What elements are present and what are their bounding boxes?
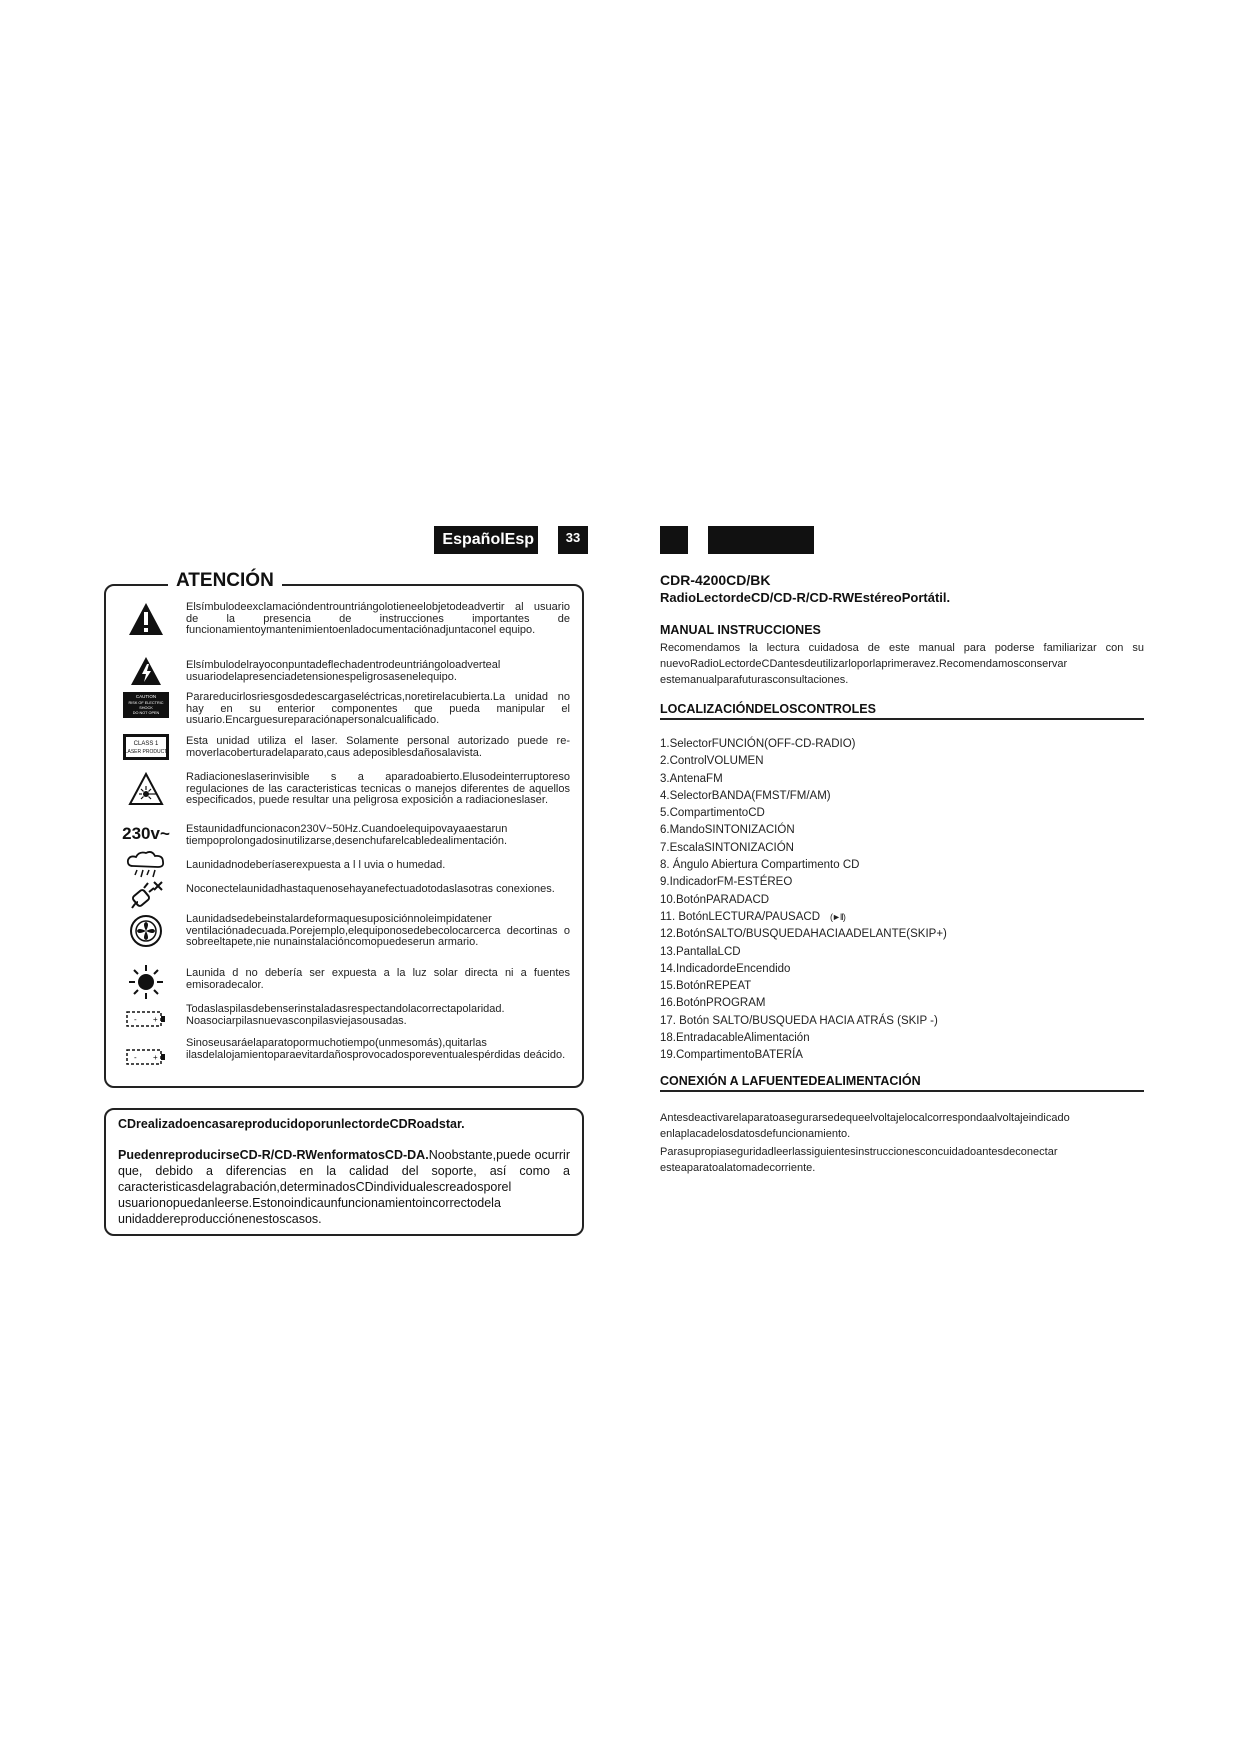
language-tab: EspañolEsp <box>434 526 538 554</box>
controls-list <box>660 736 947 1065</box>
warning-item <box>122 734 570 762</box>
header-block <box>660 526 688 554</box>
warning-text: Elsímbulodeexclamacióndentrountriángolotieneelobjetodeadvertir al usuario de la presencia de instrucciones importantes de funcionamientoymantenimientoenladocumentaciónadjuntaconel equipo. <box>186 601 570 636</box>
power-text-2: Parasupropiaseguridadleerlassiguientesinstruccionesconcuidadoantesdeconectar esteaparatoalatomadecorriente. <box>660 1146 1058 1174</box>
warning-item <box>122 914 570 960</box>
warning-item <box>122 1038 570 1078</box>
cd-info-heading: CDrealizadoencasareproducidoporunlectordeCDRoadstar. <box>118 1117 465 1131</box>
svg-text:DO NOT OPEN: DO NOT OPEN <box>132 711 160 715</box>
battery-icon <box>122 1048 170 1066</box>
warning-item <box>122 656 570 686</box>
power-heading: CONEXIÓN A LAFUENTEDEALIMENTACIÓN <box>660 1074 1144 1092</box>
list-item <box>660 909 947 926</box>
warning-item <box>122 880 570 912</box>
power-text-1: Antesdeactivarelaparatoasegurarsedequeelvoltajelocalcorrespondaalvoltajeindicado enlaplacadelosdatosdefuncionamiento. <box>660 1112 1070 1140</box>
warning-text: Esta unidad utiliza el laser. Solamente personal autorizado puede re-moverlacoberturadelaparato,caus adeposiblesdañosalavista. <box>186 735 570 759</box>
cd-info-body: Noobstante,puede ocurrir que, debido a diferencias en la calidad del soporte, así como a caracteristicasdelagrabación,determinadosCDindividualescreadosporel usuarionopuedanleerse.Estonoindicaunfuncionamientoincorrectodela unidaddereproducciónenestoscasos. <box>118 1148 570 1226</box>
controls-heading: LOCALIZACIÓNDELOSCONTROLES <box>660 702 1144 720</box>
list-item: 5.CompartimentoCD <box>660 807 765 820</box>
voltage-icon: 230v~ <box>122 824 170 843</box>
play-pause-icon: (►II) <box>830 911 845 922</box>
list-item: 1.SelectorFUNCIÓN(OFF-CD-RADIO) <box>660 738 856 750</box>
caution-label-icon <box>122 692 170 718</box>
page-number: 33 <box>558 526 588 554</box>
warning-text: Todaslaspilasdebenserinstaladasrespectandolacorrectapolaridad. Noasociarpilasnuevasconpilasviejasousadas. <box>186 1003 505 1027</box>
svg-text:+: + <box>153 1015 158 1024</box>
list-item: 19.CompartimentoBATERÍA <box>660 1049 803 1062</box>
warning-text: Launida d no debería ser expuesta a la luz solar directa ni a fuentes emisoradecalor. <box>186 967 570 991</box>
warning-text: Launidadnodeberíaserexpuesta a l l uvia o humedad. <box>186 859 446 871</box>
list-item: 16.BotónPROGRAM <box>660 997 766 1010</box>
list-item: 17. Botón SALTO/BUSQUEDA HACIA ATRÁS (SKIP -) <box>660 1014 938 1027</box>
list-item: 15.BotónREPEAT <box>660 980 752 993</box>
laser-radiation-icon <box>122 772 170 806</box>
svg-text:LASER PRODUCT: LASER PRODUCT <box>124 749 168 755</box>
manual-text: Recomendamos la lectura cuidadosa de este manual para poderse familiarizar con su nuevoRadioLectordeCDantesdeutilizarloporlaprimeravez.Recomendamosconservar estemanualparafuturasconsultaciones. <box>660 642 1144 686</box>
warning-text: Estaunidadfuncionacon230V~50Hz.Cuandoelequipovayaaestarun tiempoprolongadosinutilizarse,desenchufarelcabledealimentación. <box>186 823 508 847</box>
list-item: 9.IndicadorFM-ESTÉREO <box>660 876 793 889</box>
list-item: 8. Ángulo Abiertura Compartimento CD <box>660 859 860 872</box>
warning-text: Radiacioneslaserinvisible s a aparadoabierto.Elusodeinterruptoreso regulaciones de las caracteristicas tecnicas o manejos diferentes de aquellos especificados, puede resultar una peligrosa exposición a radiacioneslaser. <box>186 771 570 806</box>
svg-text:SHOCK: SHOCK <box>139 706 153 710</box>
warning-item <box>122 1004 570 1032</box>
list-item: 7.EscalaSINTONIZACIÓN <box>660 841 794 854</box>
list-item: 4.SelectorBANDA(FMST/FM/AM) <box>660 789 831 802</box>
list-item: 14.IndicadordeEncendido <box>660 962 791 975</box>
warning-text: Parareducirlosriesgosdedescargaseléctricas,noretirelacubierta.La unidad no hay en su enterior componentes que pueda manipular el usuario.Encarguesureparaciónapersonalcualificado. <box>186 691 570 726</box>
attention-title: ATENCIÓN <box>168 570 282 592</box>
battery-icon <box>122 1010 170 1028</box>
class1-laser-label-icon <box>122 734 170 760</box>
svg-text:CAUTION: CAUTION <box>135 694 157 699</box>
rain-cloud-icon <box>122 850 170 880</box>
list-item: 12.BotónSALTO/BUSQUEDAHACIAADELANTE(SKIP+) <box>660 928 947 941</box>
lightning-triangle-icon <box>122 656 170 686</box>
exclamation-triangle-icon <box>122 602 170 636</box>
svg-text:+: + <box>153 1053 158 1062</box>
manual-heading: MANUAL INSTRUCCIONES <box>660 623 821 637</box>
list-item-label: 11. BotónLECTURA/PAUSACD <box>660 910 820 923</box>
warning-item <box>122 770 570 816</box>
svg-text:-: - <box>134 1053 137 1062</box>
list-item: 2.ControlVOLUMEN <box>660 755 764 768</box>
warning-item <box>122 850 570 880</box>
header-bar <box>708 526 814 554</box>
plug-icon <box>122 880 170 912</box>
svg-text:-: - <box>134 1015 137 1024</box>
sun-icon <box>122 964 170 1000</box>
cd-info-text <box>118 1147 570 1227</box>
warning-item <box>122 822 570 848</box>
model-number: CDR-4200CD/BK <box>660 572 771 588</box>
list-item: 10.BotónPARADACD <box>660 893 770 906</box>
list-item: 3.AntenaFM <box>660 772 723 785</box>
warning-text: Elsímbulodelrayoconpuntadeflechadentrodeuntriángoloadverteal usuariodelapresenciadetensionespeligrosasenelequipo. <box>186 659 501 683</box>
svg-text:RISK OF ELECTRIC: RISK OF ELECTRIC <box>128 701 164 705</box>
list-item: 13.PantallaLCD <box>660 945 741 958</box>
warning-text: Sinoseusaráelaparatopormuchotiempo(unmesomás),quitarlas ilasdelalojamientoparaevitardañosprovocadosporeventualespérdidas deácido. <box>186 1037 566 1061</box>
warning-item <box>122 964 570 1000</box>
warning-item <box>122 692 570 728</box>
product-subtitle: RadioLectordeCD/CD-R/CD-RWEstéreoPortátil. <box>660 590 951 605</box>
cd-info-lead: PuedenreproducirseCD-R/CD-RWenformatosCD-DA. <box>118 1148 429 1162</box>
list-item: 6.MandoSINTONIZACIÓN <box>660 824 795 837</box>
ventilation-fan-icon <box>122 914 170 948</box>
svg-text:CLASS 1: CLASS 1 <box>133 741 159 747</box>
warning-text: Noconectelaunidadhastaquenosehayanefectuadotodaslasotras conexiones. <box>186 883 555 895</box>
warning-item <box>122 602 570 648</box>
list-item: 18.EntradacableAlimentación <box>660 1032 810 1045</box>
warning-text: Launidadsedebeinstalardeformaquesuposiciónnoleimpidatener ventilaciónadecuada.Porejemplo,elequiponosedebecolocarcerca decortinas o sobreeltapete,nie nunainstalacióncomopuedeserun armario. <box>186 913 570 948</box>
